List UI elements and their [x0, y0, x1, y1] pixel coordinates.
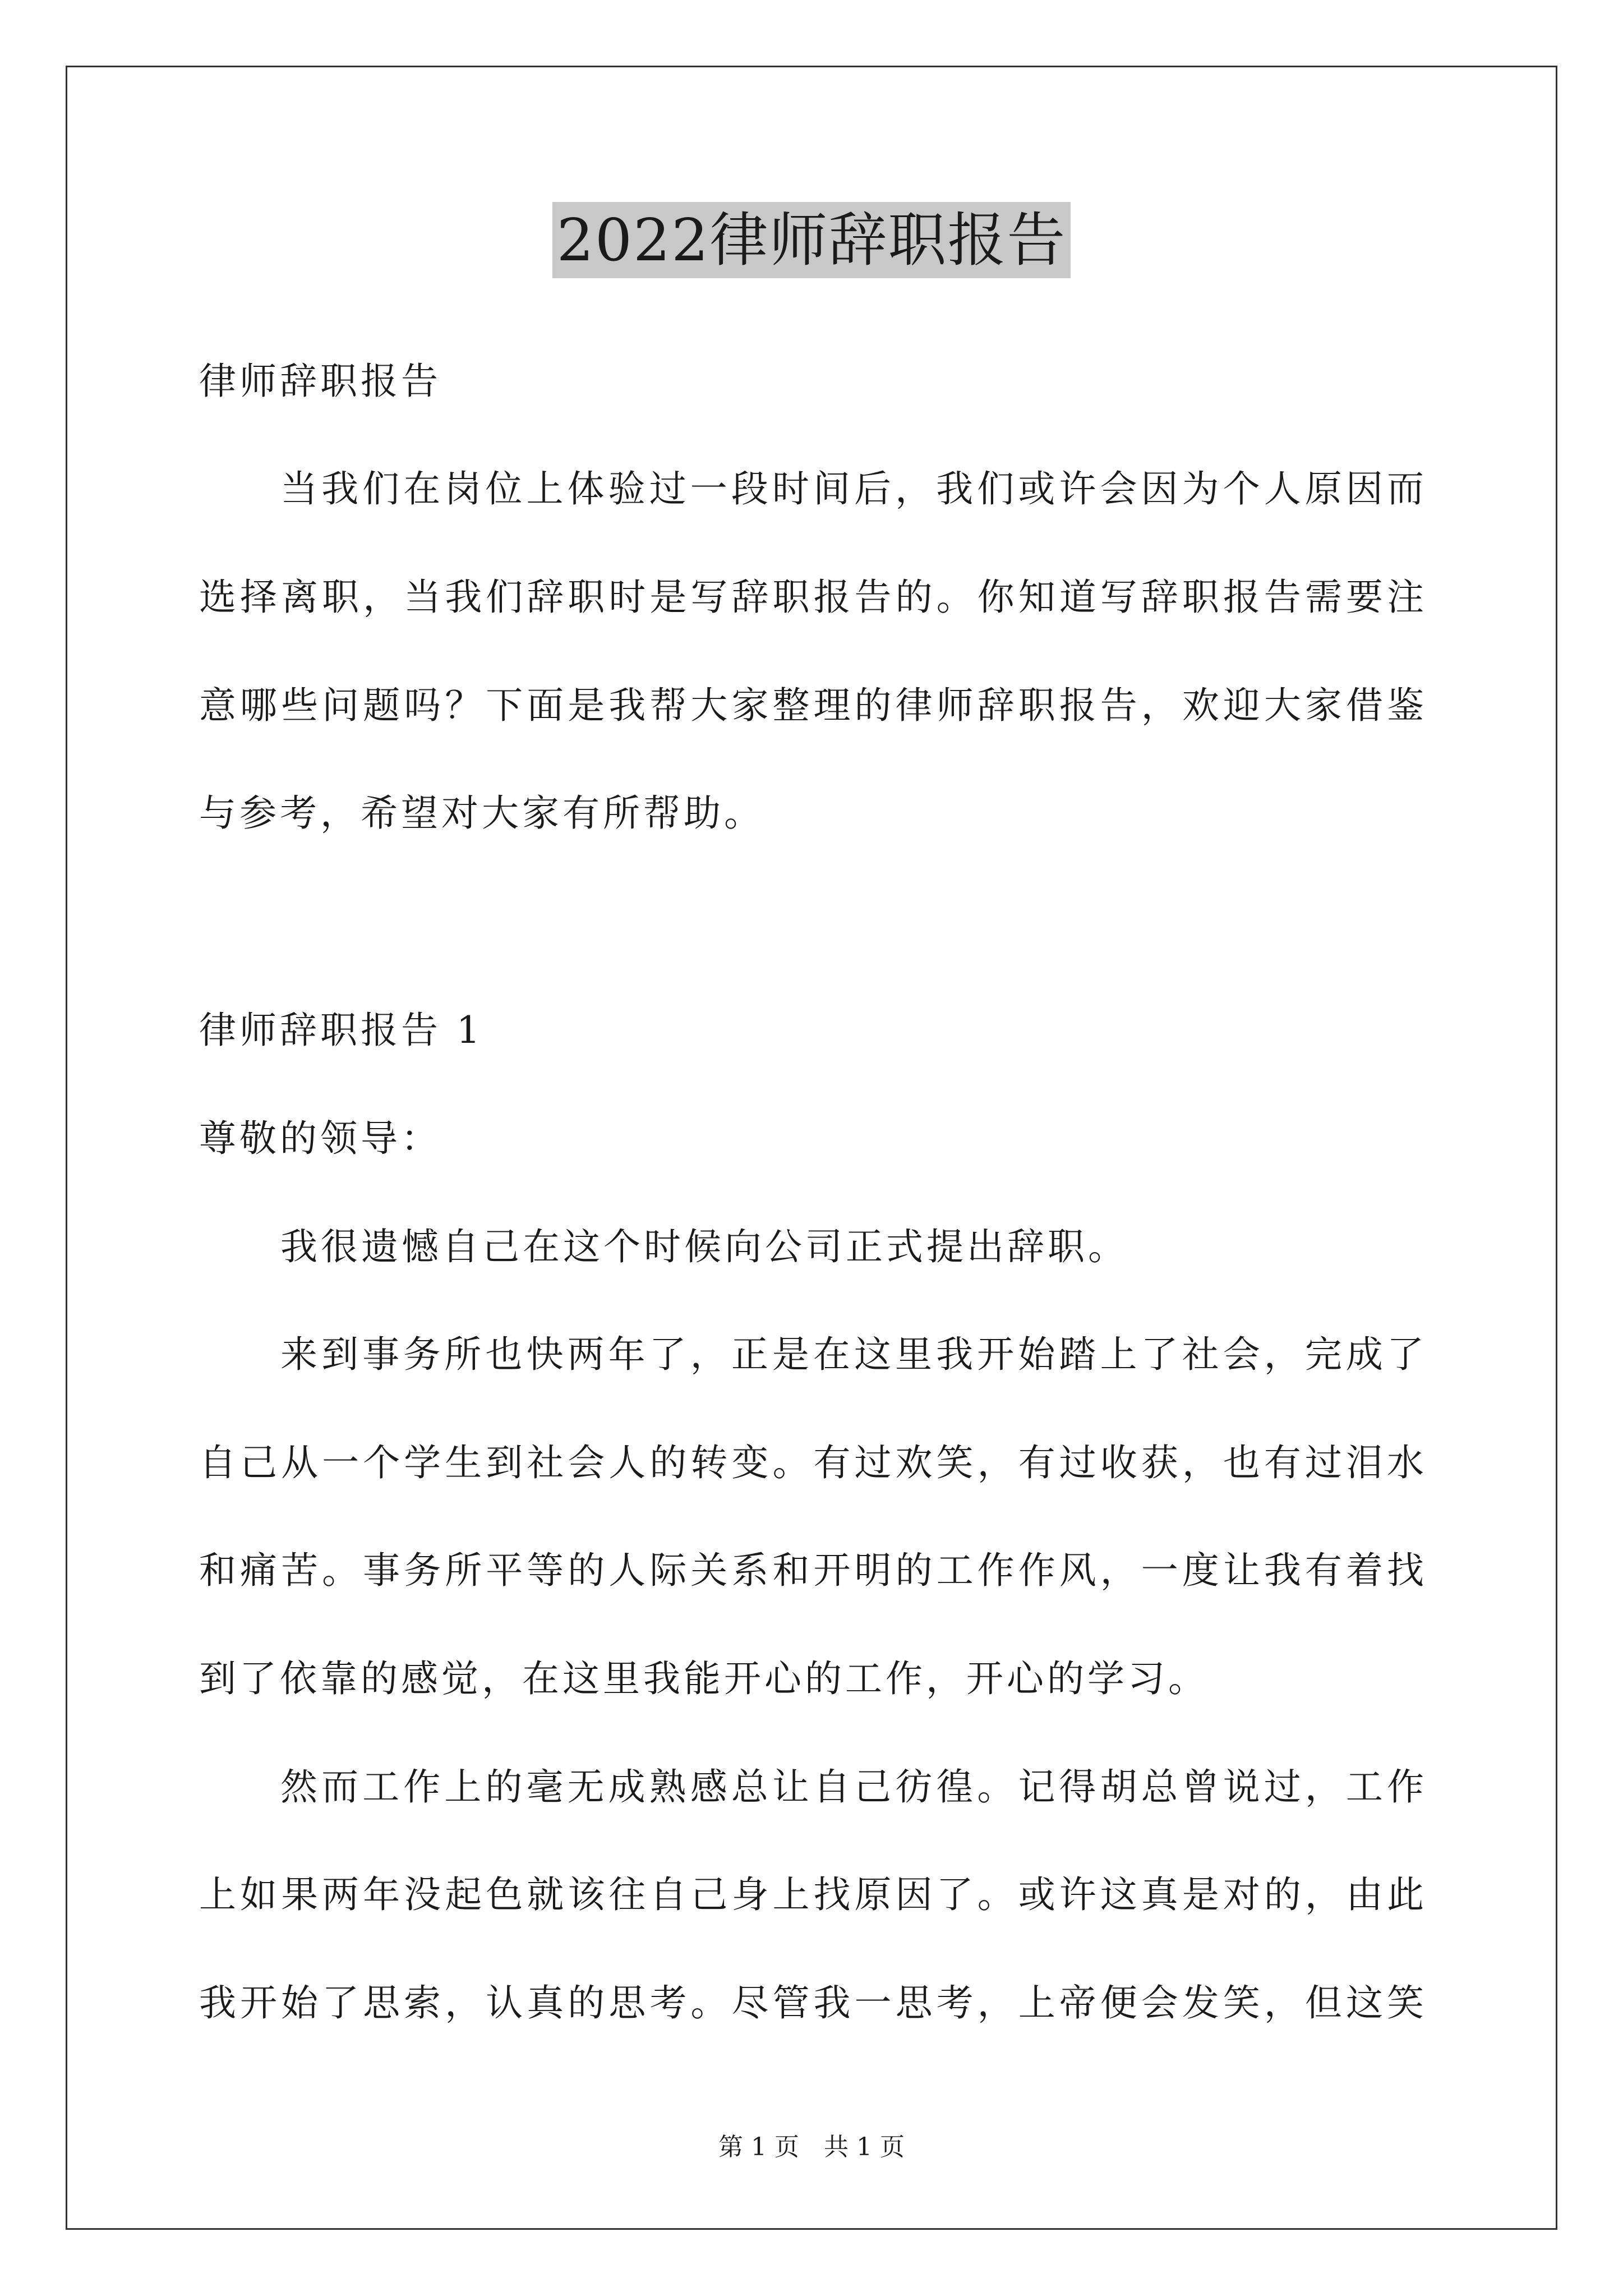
subtitle-line: 律师辞职报告 [199, 360, 441, 403]
section-heading: 律师辞职报告 1 [199, 1009, 483, 1052]
body-line: 来到事务所也快两年了，正是在这里我开始踏上了社会，完成了 [280, 1333, 1427, 1376]
body-line: 与参考，希望对大家有所帮助。 [199, 792, 764, 835]
body-line: 意哪些问题吗？下面是我帮大家整理的律师辞职报告，欢迎大家借鉴 [199, 684, 1427, 727]
page-number: 第 1 页 共 1 页 [718, 2133, 905, 2161]
document-title: 2022律师辞职报告 [552, 202, 1071, 278]
body-line: 我很遗憾自己在这个时候向公司正式提出辞职。 [280, 1225, 1128, 1268]
title-container [0, 202, 1623, 278]
body-line: 然而工作上的毫无成熟感总让自己彷徨。记得胡总曾说过，工作 [280, 1765, 1427, 1809]
body-line: 选择离职，当我们辞职时是写辞职报告的。你知道写辞职报告需要注 [199, 576, 1427, 619]
body-line: 当我们在岗位上体验过一段时间后，我们或许会因为个人原因而 [280, 467, 1427, 510]
body-line: 上如果两年没起色就该往自己身上找原因了。或许这真是对的，由此 [199, 1873, 1427, 1916]
salutation: 尊敬的领导： [199, 1117, 441, 1160]
body-line: 和痛苦。事务所平等的人际关系和开明的工作作风，一度让我有着找 [199, 1549, 1427, 1592]
page-footer [0, 2132, 1623, 2163]
body-line: 自己从一个学生到社会人的转变。有过欢笑，有过收获，也有过泪水 [199, 1441, 1427, 1484]
body-line: 我开始了思索，认真的思考。尽管我一思考，上帝便会发笑，但这笑 [199, 1981, 1427, 2024]
body-line: 到了依靠的感觉，在这里我能开心的工作，开心的学习。 [199, 1657, 1209, 1700]
